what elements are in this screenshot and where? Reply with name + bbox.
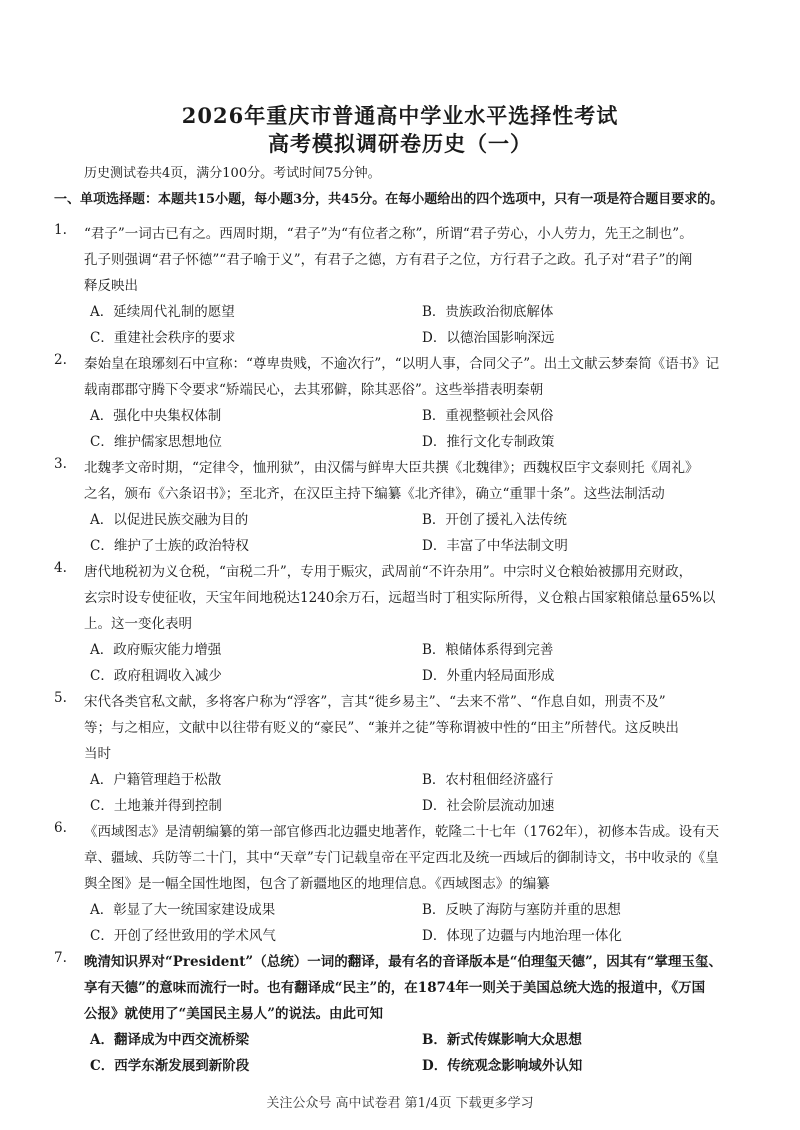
option-c: C．维护儒家思想地位 [90,434,222,450]
question-line: 载南郡郡守腾下令要求“矫端民心，去其邪僻，除其恶俗”。这些举措表明秦朝 [84,382,544,398]
option-b: B．贵族政治彻底解体 [422,304,554,320]
option-c: C．维护了士族的政治特权 [90,538,249,554]
option-d: D．社会阶层流动加速 [422,798,555,814]
question-line: 孔子则强调“君子怀德”“君子喻于义”，有君子之德，方有君子之位，方行君子之政。孔子对“君子”的阐 [84,252,693,268]
option-c: C．西学东渐发展到新阶段 [90,1058,250,1074]
option-a: A．以促进民族交融为目的 [90,512,249,528]
question-number: 3. [54,456,67,472]
option-d: D．以德治国影响深远 [422,330,555,346]
question-number: 7. [54,950,67,966]
option-b: B．粮储体系得到完善 [422,642,554,658]
question-line: “君子”一词古已有之。西周时期，“君子”为“有位者之称”，所谓“君子劳心，小人劳力，先王之制也”。 [84,226,693,242]
question-line: 玄宗时设专使征收，天宝年间地税达1240余万石，远超当时丁租实际所得，义仓粮占国家粮储总量65%以 [84,590,716,606]
question-line: 之名，颁布《六条诏书》；至北齐，在汉臣主持下编纂《北齐律》，确立“重罪十条”。这些法制活动 [84,486,665,502]
option-b: B．重视整顿社会风俗 [422,408,554,424]
option-a: A．彰显了大一统国家建设成果 [90,902,276,918]
option-a: A．翻译成为中西交流桥梁 [90,1032,249,1048]
question-line: 《西域图志》是清朝编纂的第一部官修西北边疆史地著作，乾隆二十七年（1762年），初修本告成。设有天 [84,824,720,840]
question-line: 北魏孝文帝时期，“定律令，恤刑狱”，由汉儒与鲜卑大臣共撰《北魏律》；西魏权臣宇文泰则托《周礼》 [84,460,699,476]
question-line: 晚清知识界对“President”（总统）一词的翻译，最有名的音译版本是“伯理玺天德”，因其有“掌理玉玺、 [84,954,722,970]
question-line: 宋代各类官私文献，多将客户称为“浮客”，言其“徙乡易主”、“去来不常”、“作息自如，刑责不及” [84,694,666,710]
option-d: D．外重内轻局面形成 [422,668,555,684]
question-number: 6. [54,820,67,836]
option-c: C．重建社会秩序的要求 [90,330,236,346]
option-a: A．延续周代礼制的愿望 [90,304,235,320]
option-b: B．开创了援礼入法传统 [422,512,567,528]
option-c: C．土地兼并得到控制 [90,798,222,814]
option-a: A．政府赈灾能力增强 [90,642,222,658]
question-line: 公报》就使用了“美国民主易人”的说法。由此可知 [84,1006,384,1022]
question-line: 唐代地税初为义仓税，“亩税二升”，专用于赈灾，武周前“不许杂用”。中宗时义仓粮始被挪用充财政， [84,564,693,580]
option-a: A．户籍管理趋于松散 [90,772,222,788]
option-d: D．传统观念影响域外认知 [422,1058,583,1074]
question-line: 上。这一变化表明 [84,616,192,632]
option-c: C．开创了经世致用的学术风气 [90,928,276,944]
section-heading: 一、单项选择题：本题共15小题，每小题3分，共45分。在每小题给出的四个选项中，只有一项是符合题目要求的。 [54,192,724,207]
question-number: 1. [54,222,67,238]
page-footer: 关注公众号 高中试卷君 第1/4页 下载更多学习 [266,1096,534,1111]
question-line: 章、疆域、兵防等二十门，其中“天章”专门记载皇帝在平定西北及统一西域后的御制诗文，书中收录的《皇 [84,850,719,866]
option-d: D．丰富了中华法制文明 [422,538,568,554]
option-d: D．推行文化专制政策 [422,434,555,450]
option-b: B．农村租佃经济盛行 [422,772,554,788]
option-c: C．政府租调收入减少 [90,668,222,684]
option-b: B．反映了海防与塞防并重的思想 [422,902,621,918]
option-a: A．强化中央集权体制 [90,408,222,424]
question-line: 等；与之相应，文献中以往带有贬义的“豪民”、“兼并之徒”等称谓被中性的“田主”所替代。这反映出 [84,720,679,736]
question-number: 2. [54,352,67,368]
question-line: 秦始皇在琅琊刻石中宣称：“尊卑贵贱，不逾次行”，“以明人事，合同父子”。出土文献云梦秦简《语书》记 [84,356,720,372]
question-line: 享有天德”的意味而流行一时。也有翻译成“民主”的，在1874年一则关于美国总统大选的报道中，《万国 [84,980,706,996]
question-number: 4. [54,560,67,576]
question-line: 释反映出 [84,278,138,294]
exam-intro: 历史测试卷共4页，满分100分。考试时间75分钟。 [84,166,381,181]
option-d: D．体现了边疆与内地治理一体化 [422,928,622,944]
option-b: B．新式传媒影响大众思想 [422,1032,582,1048]
question-line: 当时 [84,746,111,762]
question-line: 舆全图》是一幅全国性地图，包含了新疆地区的地理信息。《西域图志》的编纂 [84,876,550,892]
question-number: 5. [54,690,67,706]
exam-subtitle: 高考模拟调研卷历史（一） [268,131,532,156]
exam-title: 2026年重庆市普通高中学业水平选择性考试 [181,103,619,128]
